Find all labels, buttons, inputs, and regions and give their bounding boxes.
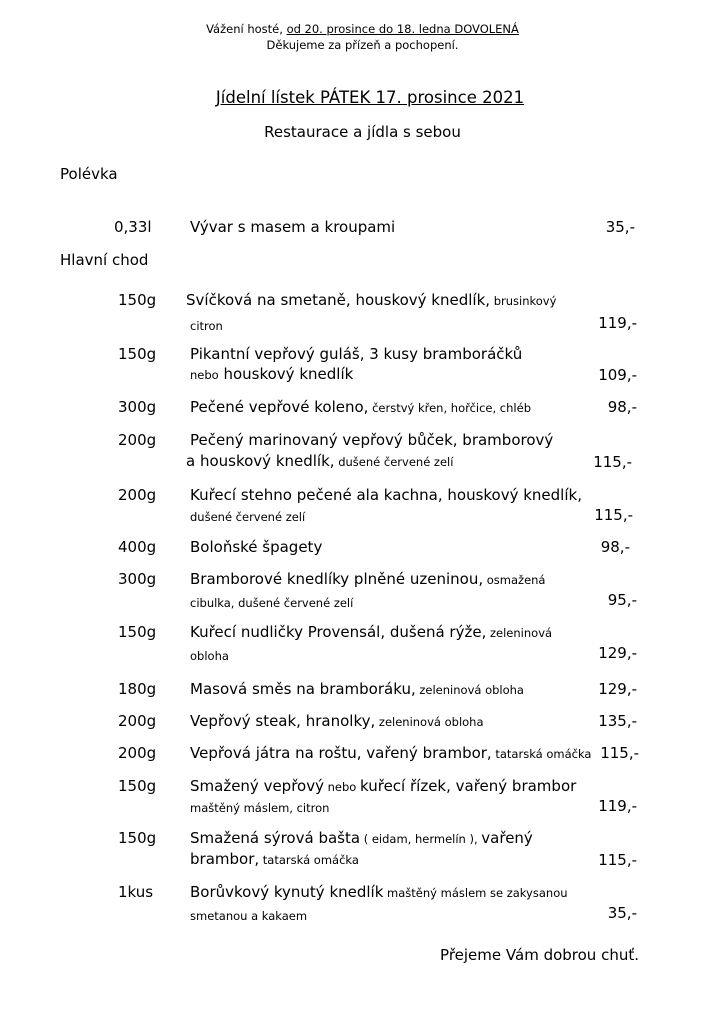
item-side-big: brambor, <box>190 850 260 868</box>
item-price: 119,- <box>598 797 637 815</box>
item-side-big: a houskový knedlík, <box>186 452 335 470</box>
item-side: tatarská omáčka <box>259 853 359 867</box>
item-name-text: Vepřová játra na roštu, vařený brambor, <box>190 744 492 762</box>
item-side: zeleninová obloha <box>375 715 484 729</box>
item-side-line2: maštěný máslem, citron <box>190 801 330 815</box>
item-or: nebo <box>323 780 360 794</box>
item-weight: 150g <box>118 623 157 641</box>
menu-title: Jídelní lístek PÁTEK 17. prosince 2021 <box>215 88 525 107</box>
item-name <box>190 621 552 644</box>
item-price: 109,- <box>598 366 637 384</box>
item-name-a: Smažená sýrová bašta <box>190 829 361 847</box>
menu-subtitle: Restaurace a jídla s sebou <box>264 123 461 141</box>
item-weight: 200g <box>118 486 157 504</box>
item-name-text: Svíčková na smetaně, houskový knedlík, <box>186 291 491 309</box>
item-line2 <box>190 363 353 386</box>
item-price: 115,- <box>594 506 633 524</box>
item-price: 98,- <box>607 398 637 416</box>
item-weight: 180g <box>118 680 157 698</box>
item-cheeses: ( eidam, hermelín ), <box>360 832 482 846</box>
vacation-notice <box>0 22 725 37</box>
item-name: Kuřecí stehno pečené ala kachna, houskový knedlík, <box>190 486 582 504</box>
item-side-line2: cibulka, dušené červené zelí <box>190 596 354 610</box>
item-side-line2: citron <box>190 319 223 333</box>
item-weight: 300g <box>118 398 157 416</box>
item-side: maštěný máslem se zakysanou <box>383 886 568 900</box>
item-side-line2: obloha <box>190 649 229 663</box>
soup-heading: Polévka <box>60 165 118 183</box>
item-name <box>190 678 524 701</box>
item-name <box>190 742 591 765</box>
item-side-line2: dušené červené zelí <box>190 510 306 524</box>
item-name: Pečený marinovaný vepřový bůček, bramborový <box>190 431 554 449</box>
item-price: 115,- <box>600 744 639 762</box>
item-name <box>190 710 484 733</box>
item-name-c: kuřecí řízek, vařený brambor <box>360 777 577 795</box>
item-name-text: Vepřový steak, hranolky, <box>190 712 376 730</box>
item-price: 95,- <box>607 591 637 609</box>
main-heading: Hlavní chod <box>60 251 149 269</box>
item-weight: 150g <box>118 345 157 363</box>
item-side: zeleninová <box>486 626 553 640</box>
item-or: nebo <box>190 368 219 382</box>
item-weight: 400g <box>118 538 157 556</box>
item-name <box>186 289 556 312</box>
item-price: 35,- <box>607 904 637 922</box>
item-name <box>190 396 531 419</box>
item-name-text: Kuřecí nudličky Provensál, dušená rýže, <box>190 623 487 641</box>
item-name-text: Borůvkový kynutý knedlík <box>190 883 384 901</box>
item-weight: 150g <box>118 829 157 847</box>
item-price: 98,- <box>600 538 630 556</box>
item-name <box>190 881 568 904</box>
item-weight: 200g <box>118 712 157 730</box>
item-weight: 1kus <box>118 883 154 901</box>
item-name: Pikantní vepřový guláš, 3 kusy bramboráčků <box>190 345 523 363</box>
notice-thanks: Děkujeme za přízeň a pochopení. <box>266 38 459 52</box>
item-price: 129,- <box>598 644 637 662</box>
item-side: dušené červené zelí <box>334 455 454 469</box>
item-name-a: Smažený vepřový <box>190 777 324 795</box>
item-price: 35,- <box>605 218 635 236</box>
item-weight: 300g <box>118 570 157 588</box>
item-name <box>190 775 576 798</box>
item-name: Boloňské špagety <box>190 538 323 556</box>
item-price: 115,- <box>598 851 637 869</box>
item-side: tatarská omáčka <box>491 747 592 761</box>
item-name <box>190 827 533 850</box>
item-weight: 200g <box>118 744 157 762</box>
item-weight: 150g <box>118 777 157 795</box>
item-price: 129,- <box>598 680 637 698</box>
notice-prefix: Vážení hosté, <box>206 22 287 36</box>
item-side-line2: smetanou a kakaem <box>190 909 308 923</box>
item-name <box>190 568 545 591</box>
item-name: Vývar s masem a kroupami <box>190 218 396 236</box>
item-price: 135,- <box>598 712 637 730</box>
item-name-text: Bramborové knedlíky plněné uzeninou, <box>190 570 484 588</box>
notice-vacation-dates: od 20. prosince do 18. ledna DOVOLENÁ <box>286 22 519 36</box>
item-name-text: Pečené vepřové koleno, <box>190 398 369 416</box>
item-price: 119,- <box>598 314 637 332</box>
item-side-big: houskový knedlík <box>218 365 354 383</box>
item-price: 115,- <box>593 453 632 471</box>
item-weight: 200g <box>118 431 157 449</box>
item-weight: 150g <box>118 291 157 309</box>
item-side: zeleninová obloha <box>415 683 524 697</box>
item-side: osmažená <box>483 573 546 587</box>
item-line2 <box>186 450 453 473</box>
item-name-text: Masová směs na bramboráku, <box>190 680 416 698</box>
item-line2 <box>190 848 359 871</box>
item-weight: 0,33l <box>114 218 152 236</box>
item-side: brusinkový <box>490 294 557 308</box>
closing-wish: Přejeme Vám dobrou chuť. <box>440 946 639 964</box>
item-name-c: vařený <box>481 829 533 847</box>
item-side: čerstvý křen, hořčice, chléb <box>368 401 531 415</box>
